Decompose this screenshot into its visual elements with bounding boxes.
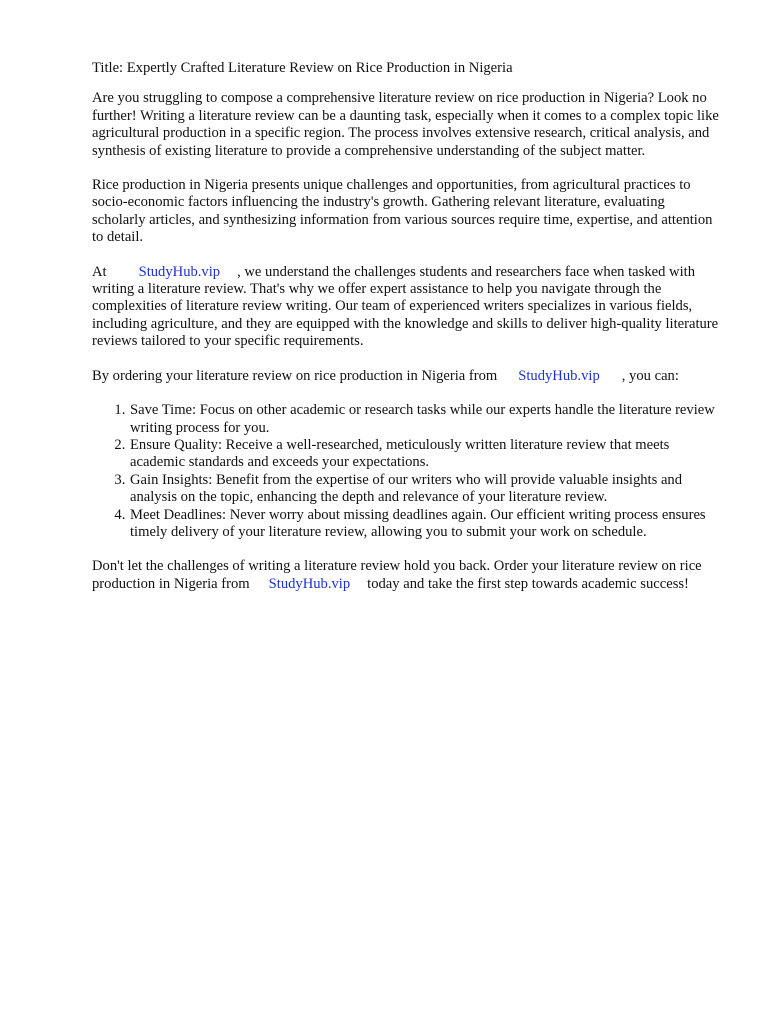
challenges-paragraph: Rice production in Nigeria presents unique challenges and opportunities, from agricultural practices to socio-economic factors influencing the industry's growth. Gathering relevant literature, evaluating scholarly articles, and synthesizing information from various sources require time, expertise, and attention to detail. [92, 177, 713, 246]
intro-paragraph: Are you struggling to compose a comprehensive literature review on rice production in Nigeria? Look no further! Writing a literature review can be a daunting task, especially when it comes to a complex topic like agricultural production in a specific region. The process involves extensive research, critical analysis, and synthesis of existing literature to provide a comprehensive understanding of the subject matter. [92, 90, 719, 159]
document-title: Title: Expertly Crafted Literature Review on Rice Production in Nigeria [92, 60, 513, 76]
benefits-list [92, 402, 720, 541]
list-item: 1. Save Time: Focus on other academic or research tasks while our experts handle the literature review writing process for you. [129, 402, 720, 437]
service-paragraph-text: , we understand the challenges students and researchers face when tasked with writing a literature review. That's why we offer expert assistance to help you navigate through the complexities of literature review writing. Our team of experienced writers specializes in various fields, including agriculture, and they are equipped with the knowledge and skills to deliver high-quality literature reviews tailored to your specific requirements. [92, 263, 719, 350]
studyhub-link[interactable]: StudyHub.vip [518, 367, 600, 384]
closing-paragraph-prefix: Don't let the challenges of writing a literature review hold you back. Order your literature review on rice production in Nigeria from [92, 558, 702, 592]
closing-paragraph-suffix: today and take the first step towards academic success! [367, 575, 689, 592]
service-paragraph-prefix: At [92, 263, 107, 280]
list-item: 3. Gain Insights: Benefit from the expertise of our writers who will provide valuable insights and analysis on the topic, enhancing the depth and relevance of your literature review. [129, 472, 720, 507]
ordering-paragraph [92, 368, 720, 385]
list-item: 2. Ensure Quality: Receive a well-researched, meticulously written literature review that meets academic standards and exceeds your expectations. [129, 437, 720, 472]
ordering-paragraph-prefix: By ordering your literature review on rice production in Nigeria from [92, 367, 498, 384]
studyhub-link[interactable]: StudyHub.vip [268, 575, 351, 592]
studyhub-link[interactable]: StudyHub.vip [138, 263, 221, 280]
service-paragraph [92, 264, 720, 351]
closing-paragraph [92, 558, 720, 593]
document-page [92, 60, 720, 610]
list-item: 4. Meet Deadlines: Never worry about missing deadlines again. Our efficient writing process ensures timely delivery of your literature review, allowing you to submit your work on schedule. [129, 507, 720, 542]
ordering-paragraph-suffix: , you can: [621, 367, 679, 384]
